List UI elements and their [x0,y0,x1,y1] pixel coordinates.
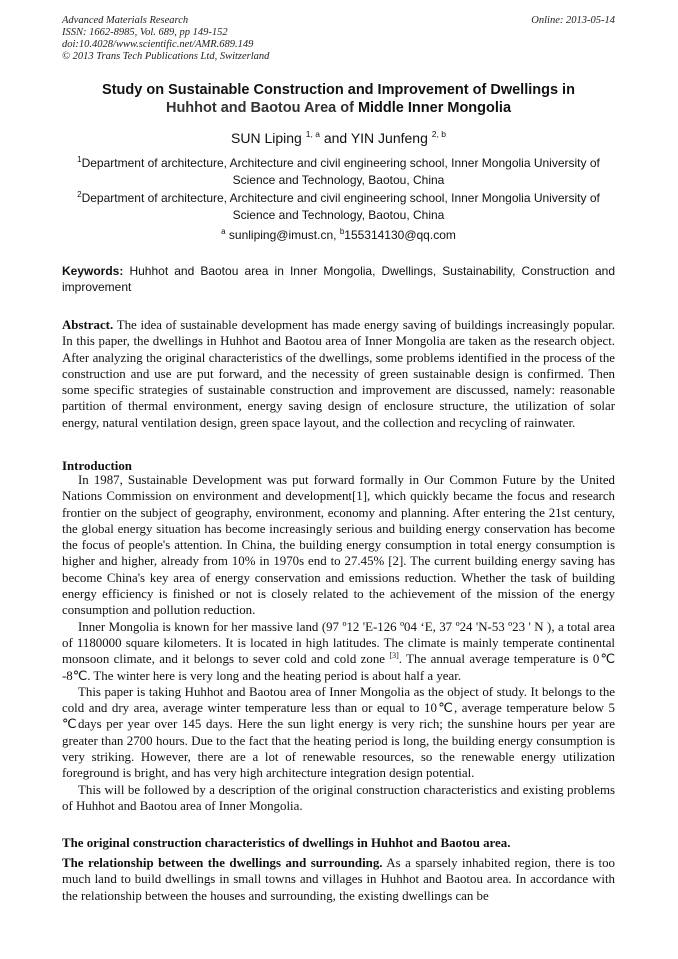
abstract-block [62,317,615,431]
journal-header [62,15,615,63]
abstract-text: The idea of sustainable development has made energy saving of buildings increasingly popular. In this paper, the dwellings in Huhhot and Baotou area of Inner Mongolia are taken as the research object. After analyzing the original characteristics of the dwellings, some problems identified in the process of the construction and use are put forward, and the necessity of green sustainable design is confirmed. Then some specific strategies of sustainable construction and improvement are discussed, namely: reasonable partition of thermal environment, energy saving design of enclosure structure, the utilization of solar energy, natural ventilation design, green space layout, and the collection and recycling of rainwater. [62,318,615,430]
introduction-body [62,472,615,814]
author-1: SUN Liping [231,130,302,146]
subsection-label: The relationship between the dwellings and surrounding. [62,856,383,870]
affiliation-1 [62,155,615,189]
introduction-heading: Introduction [62,459,132,473]
author-conjunction: and [323,130,348,146]
intro-paragraph-1: In 1987, Sustainable Development was put forward formally in Our Common Future by the United Nations Commission on environment and development[1], which quickly became the focus and research frontier on the subject of geography, environment, economy and planning. After entering the 21st century, the global energy situation has become increasingly serious and building energy conservation has become the focus of people's attention. In China, the building energy consumption in total energy consumption is higher and higher, already from 10% in 1970s end to 27.45% [2]. The current building energy saving has become China's key area of energy conservation and emissions reduction. Whether the task of building energy efficiency is finished or not is closely related to the achievement of the mission of the energy consumption and pollution reduction. [62,473,615,618]
issn-line: ISSN: 1662-8985, Vol. 689, pp 149-152 [62,27,228,38]
intro-paragraph-3: This paper is taking Huhhot and Baotou area of Inner Mongolia as the object of study. It belongs to the cold and dry area, average winter temperature less than or equal to 10℃, average temperature below 5 ℃days per year over 145 days. Here the sun light energy is very rich; the sunshine hours per year are greater than 2700 hours. Due to the fact that the heating period is long, the building energy consumption is very striking. However, there are a lot of renewable resources, so the renewable energy utilization foreground is bright, and has very high architecture integration design potential. [62,684,615,781]
email-a[interactable]: sunliping@imust.cn, [228,228,337,242]
intro-paragraph-2-a: Inner Mongolia is known for her massive land (97 º12 'E-126 º04 ‘E, 37 º24 'N-53 º23 ' N ), a total area of 1180000 square kilometers. It is located in high latitudes. The climate is mainly temperate continental monsoon climate, and it belongs to sever cold and cold zone [62,619,615,667]
author-2: YIN Junfeng [350,130,428,146]
email-a-mark: a [221,227,226,236]
section-heading: The original construction characteristics of dwellings in Huhhot and Baotou area. [62,836,511,850]
author-1-affiliation-mark: 1, a [305,129,320,139]
subsection-text: As a sparsely inhabited region, there is too much land to build dwellings in small towns and villages in Huhhot and Baotou area. In accordance with the relationship between the houses and surrounding, the existing dwellings can be [62,856,615,903]
email-b-mark: b [339,227,345,236]
copyright-line: © 2013 Trans Tech Publications Ltd, Switzerland [62,51,270,62]
title-line-2-part-1: Huhhot and Baotou Area of [165,100,354,116]
section-body [62,855,615,904]
title-line-2 [62,99,615,117]
intro-paragraph-2 [62,619,615,684]
keywords-text: Huhhot and Baotou area in Inner Mongolia, Dwellings, Sustainability, Construction and improvement [62,264,615,294]
title-line-2-part-2: Middle Inner Mongolia [357,100,512,116]
keywords-block [62,263,615,295]
citation-3: [3] [389,651,399,661]
author-emails [62,227,615,244]
affiliation-2-mark: 2 [77,190,82,199]
affiliation-2-text: Department of architecture, Architecture and civil engineering school, Inner Mongolia University of Science and Technology, Baotou, China [81,191,600,222]
author-2-affiliation-mark: 2, b [431,129,446,139]
keywords-label: Keywords: [62,264,124,278]
author-list [62,129,615,147]
online-date: Online: 2013-05-14 [531,15,615,26]
doi-line: doi:10.4028/www.scientific.net/AMR.689.149 [62,39,254,50]
affiliation-1-text: Department of architecture, Architecture and civil engineering school, Inner Mongolia University of Science and Technology, Baotou, China [81,156,600,187]
intro-paragraph-2-b: . The annual average temperature is 0℃ -8℃. The winter here is very long and the heating period is about half a year. [62,652,615,683]
intro-paragraph-4: This will be followed by a description of the original construction characteristics and existing problems of Huhhot and Baotou area of Inner Mongolia. [62,782,615,813]
title-line-1: Study on Sustainable Construction and Improvement of Dwellings in [102,82,575,98]
paper-title [62,81,615,117]
email-b[interactable]: 155314130@qq.com [344,228,456,242]
affiliation-2 [62,190,615,224]
abstract-label: Abstract. [62,318,114,332]
affiliation-1-mark: 1 [77,155,82,164]
journal-name: Advanced Materials Research [62,15,189,26]
